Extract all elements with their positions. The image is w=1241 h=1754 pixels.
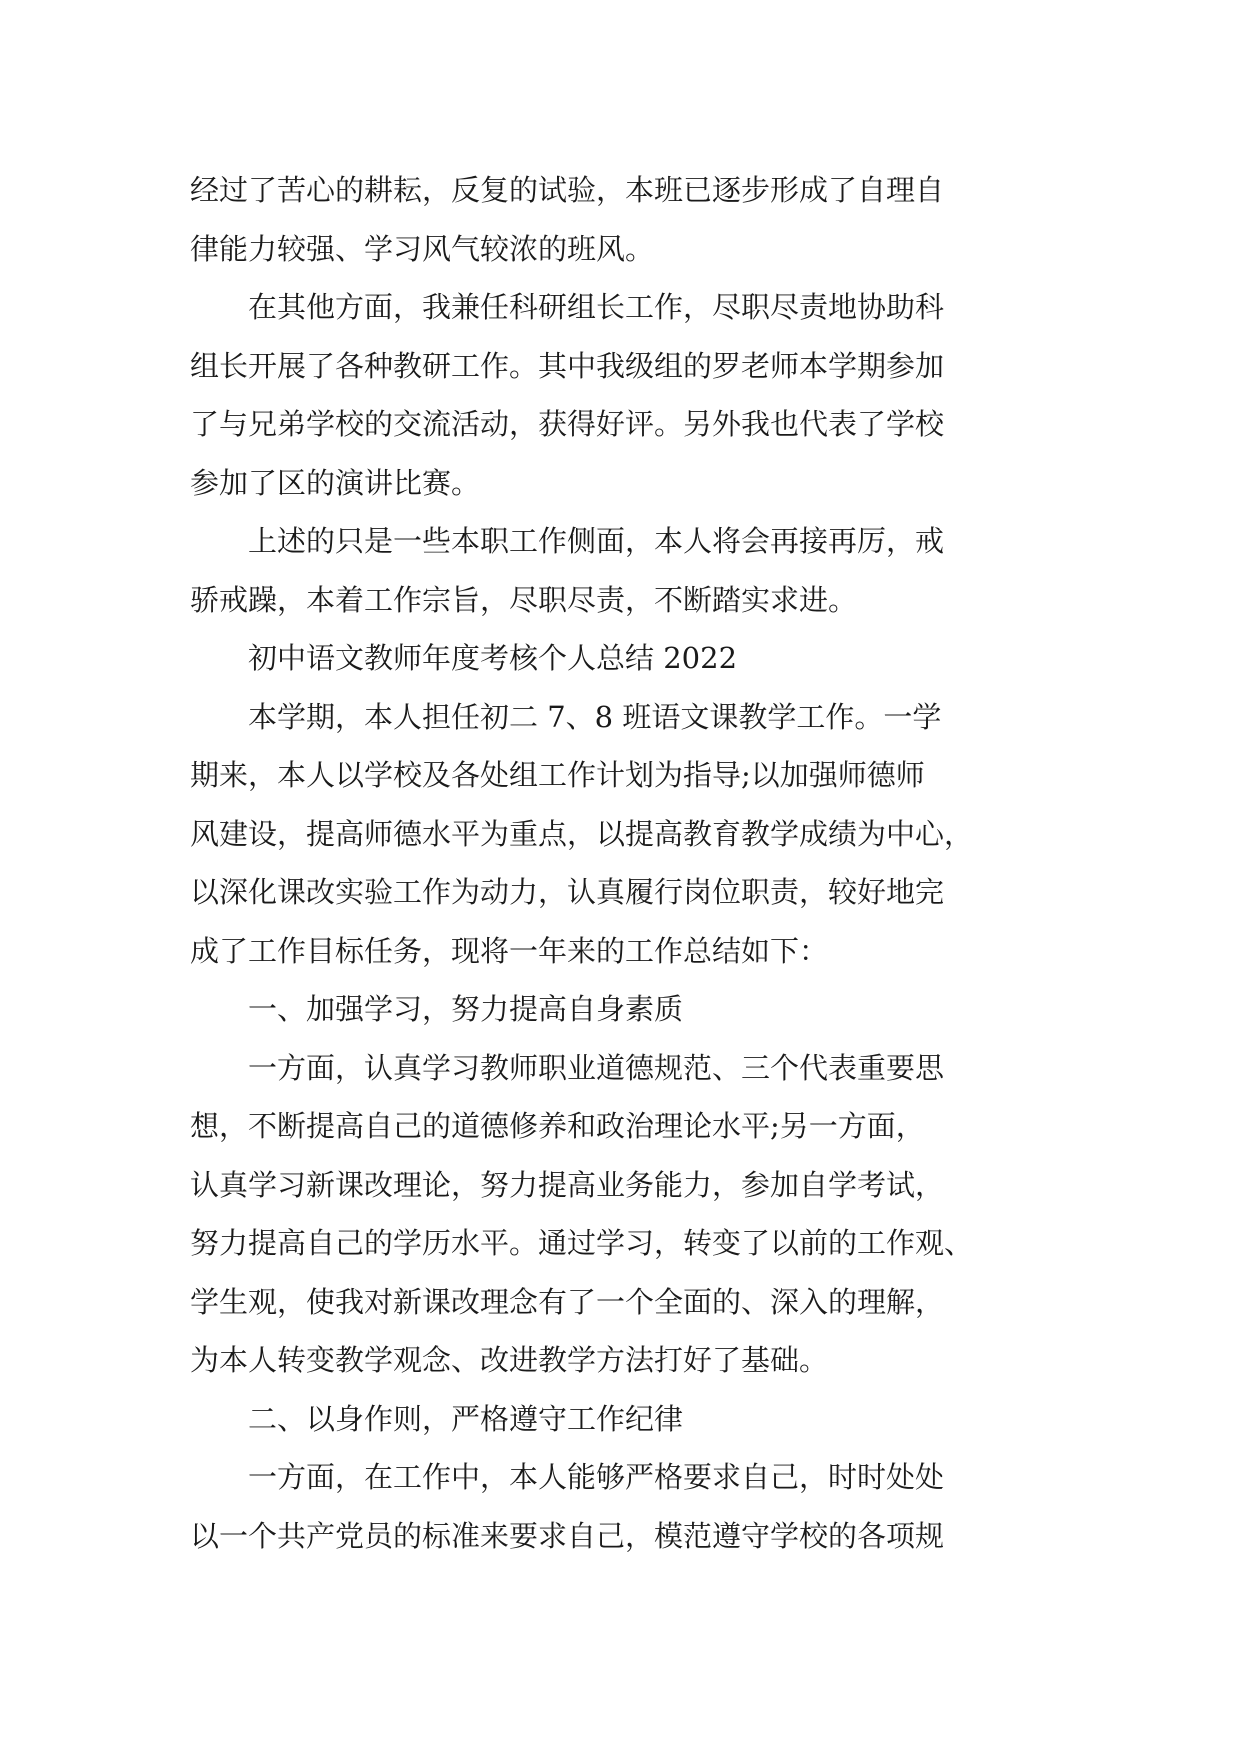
text-line: 学生观，使我对新课改理念有了一个全面的、深入的理解， [190, 1284, 945, 1319]
text-line: 一、加强学习，努力提高自身素质 [248, 992, 684, 1026]
text-line: 律能力较强、学习风气较浓的班风。 [190, 231, 655, 266]
text-line: 一方面，认真学习教师职业道德规范、三个代表重要思 [248, 1050, 945, 1085]
text-line: 以深化课改实验工作为动力，认真履行岗位职责，较好地完 [190, 875, 945, 909]
text-line: 成了工作目标任务，现将一年来的工作总结如下： [190, 933, 829, 968]
text-line: 风建设，提高师德水平为重点，以提高教育教学成绩为中心， [190, 816, 974, 851]
text-line: 骄戒躁，本着工作宗旨，尽职尽责，不断踏实求进。 [190, 582, 858, 617]
text-line: 努力提高自己的学历水平。通过学习，转变了以前的工作观、 [190, 1226, 974, 1260]
text-line: 想，不断提高自己的道德修养和政治理论水平;另一方面， [190, 1109, 925, 1143]
text-line: 经过了苦心的耕耘，反复的试验，本班已逐步形成了自理自 [190, 173, 945, 207]
text-line: 本学期，本人担任初二 7、8 班语文课教学工作。一学 [248, 699, 942, 734]
text-line: 认真学习新课改理论，努力提高业务能力，参加自学考试， [190, 1167, 945, 1202]
text-line: 组长开展了各种教研工作。其中我级组的罗老师本学期参加 [190, 348, 945, 383]
text-line: 为本人转变教学观念、改进教学方法打好了基础。 [190, 1343, 829, 1377]
text-line: 期来，本人以学校及各处组工作计划为指导;以加强师德师 [190, 758, 925, 792]
document-body [190, 161, 1050, 1565]
text-line: 初中语文教师年度考核个人总结 2022 [248, 641, 738, 675]
text-line: 在其他方面，我兼任科研组长工作，尽职尽责地协助科 [248, 290, 945, 324]
text-line: 二、以身作则，严格遵守工作纪律 [248, 1401, 684, 1436]
text-line: 一方面，在工作中，本人能够严格要求自己，时时处处 [248, 1460, 945, 1494]
text-line: 上述的只是一些本职工作侧面，本人将会再接再厉，戒 [248, 524, 945, 558]
text-line: 参加了区的演讲比赛。 [190, 465, 481, 500]
text-line: 了与兄弟学校的交流活动，获得好评。另外我也代表了学校 [190, 407, 945, 441]
text-line: 以一个共产党员的标准来要求自己，模范遵守学校的各项规 [190, 1518, 945, 1553]
